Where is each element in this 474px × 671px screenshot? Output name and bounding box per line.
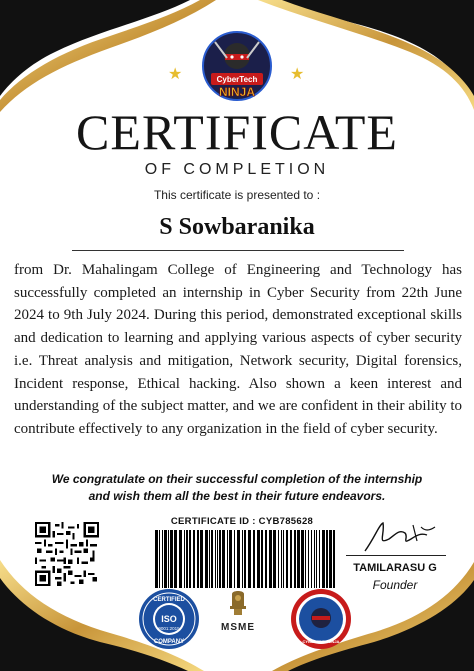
cybertech-ninja-seal xyxy=(290,588,352,650)
barcode-bar xyxy=(174,530,177,588)
barcode-bar xyxy=(297,530,300,588)
iso-seal xyxy=(138,588,200,650)
barcode-bar xyxy=(261,530,263,588)
iso-seal-center: ISO xyxy=(161,614,177,624)
barcode-bar xyxy=(215,530,216,588)
barcode-bar xyxy=(205,530,208,588)
barcode-bar xyxy=(286,530,288,588)
barcode-bar xyxy=(186,530,188,588)
barcode-bar xyxy=(227,530,228,588)
barcode-bar xyxy=(242,530,243,588)
presented-to-label: This certificate is presented to : xyxy=(153,188,321,202)
barcode-bar xyxy=(269,530,272,588)
cybertech-ninja-logo xyxy=(197,28,277,108)
barcode-bar xyxy=(184,530,185,588)
certificate-subtitle: OF COMPLETION xyxy=(144,161,330,178)
logo-text-top: CyberTech xyxy=(216,75,258,84)
iso-seal-bottom: COMPANY xyxy=(153,639,185,645)
barcode-bar xyxy=(290,530,292,588)
cybertech-seal-ring-text: CYBERTECHNINJA xyxy=(302,639,340,644)
barcode-bar xyxy=(283,530,284,588)
signatory-name: TAMILARASU G xyxy=(353,562,437,574)
msme-seal xyxy=(212,588,264,640)
barcode-bar xyxy=(305,530,306,588)
certificate-id-label: CERTIFICATE ID : xyxy=(170,516,256,527)
congrats-line-2: and wish them all the best in their future endeavors. xyxy=(88,489,386,503)
barcode-bar xyxy=(244,530,246,588)
barcode-bar xyxy=(301,530,304,588)
qr-code xyxy=(35,522,99,586)
barcode-bar xyxy=(200,530,203,588)
star-icon: ★ xyxy=(168,64,183,83)
barcode-bar xyxy=(316,530,317,588)
certificate-title: CERTIFICATE xyxy=(76,104,398,160)
barcode xyxy=(153,530,337,588)
barcode-bar xyxy=(219,530,221,588)
signature xyxy=(355,515,445,555)
barcode-bar xyxy=(322,530,325,588)
name-underline xyxy=(72,250,404,251)
star-icon: ★ xyxy=(290,64,305,83)
barcode-bar xyxy=(155,530,158,588)
barcode-bar xyxy=(179,530,182,588)
barcode-bar xyxy=(164,530,167,588)
barcode-bar xyxy=(229,530,232,588)
barcode-bar xyxy=(162,530,163,588)
barcode-bar xyxy=(168,530,169,588)
iso-seal-top: CERTIFIED xyxy=(153,597,185,603)
barcode-bar xyxy=(326,530,328,588)
logo-text-bottom: NINJA xyxy=(218,85,256,99)
barcode-bar xyxy=(209,530,210,588)
barcode-bar xyxy=(234,530,235,588)
certificate-body: from Dr. Mahalingam College of Engineering and Technology has successfully completed an internship in Cyber Security from 22th June 2024 to 9th July 2024. During this period, demonstrated exceptional skills and dedication to learning and applying various aspects of cyber security i.e. Threat analysis and mitigation, Network security, Digital forensics, Incident response, Ethical hacking. Also shown a keen interest and understanding of the subject matter, and we are confident in their ability to contribute effectively to any organization in the field of cyber security. xyxy=(14,262,463,437)
barcode-bar xyxy=(217,530,218,588)
barcode-bar xyxy=(273,530,276,588)
msme-seal-label: MSME xyxy=(221,622,255,633)
iso-seal-number: 9001:2015 xyxy=(158,626,180,631)
barcode-bar xyxy=(308,530,309,588)
certificate-id xyxy=(152,516,332,527)
barcode-bar xyxy=(257,530,260,588)
barcode-bar xyxy=(211,530,213,588)
barcode-bar xyxy=(278,530,279,588)
signature-line xyxy=(346,555,446,556)
barcode-bar xyxy=(311,530,312,588)
barcode-bar xyxy=(294,530,296,588)
signatory-role: Founder xyxy=(372,578,418,592)
recipient-name: S Sowbaranika xyxy=(159,214,315,240)
barcode-bar xyxy=(193,530,195,588)
barcode-bar xyxy=(314,530,315,588)
barcode-bar xyxy=(253,530,255,588)
barcode-bar xyxy=(170,530,173,588)
congrats-line-1: We congratulate on their successful completion of the internship xyxy=(51,472,423,486)
barcode-bar xyxy=(319,530,320,588)
barcode-bar xyxy=(159,530,160,588)
certificate-id-value: CYB785628 xyxy=(258,516,314,527)
barcode-bar xyxy=(189,530,191,588)
barcode-bar xyxy=(222,530,225,588)
barcode-bar xyxy=(248,530,251,588)
barcode-bar xyxy=(281,530,282,588)
barcode-bar xyxy=(265,530,267,588)
barcode-bar xyxy=(237,530,240,588)
barcode-bar xyxy=(197,530,199,588)
congratulations-message xyxy=(10,471,464,505)
